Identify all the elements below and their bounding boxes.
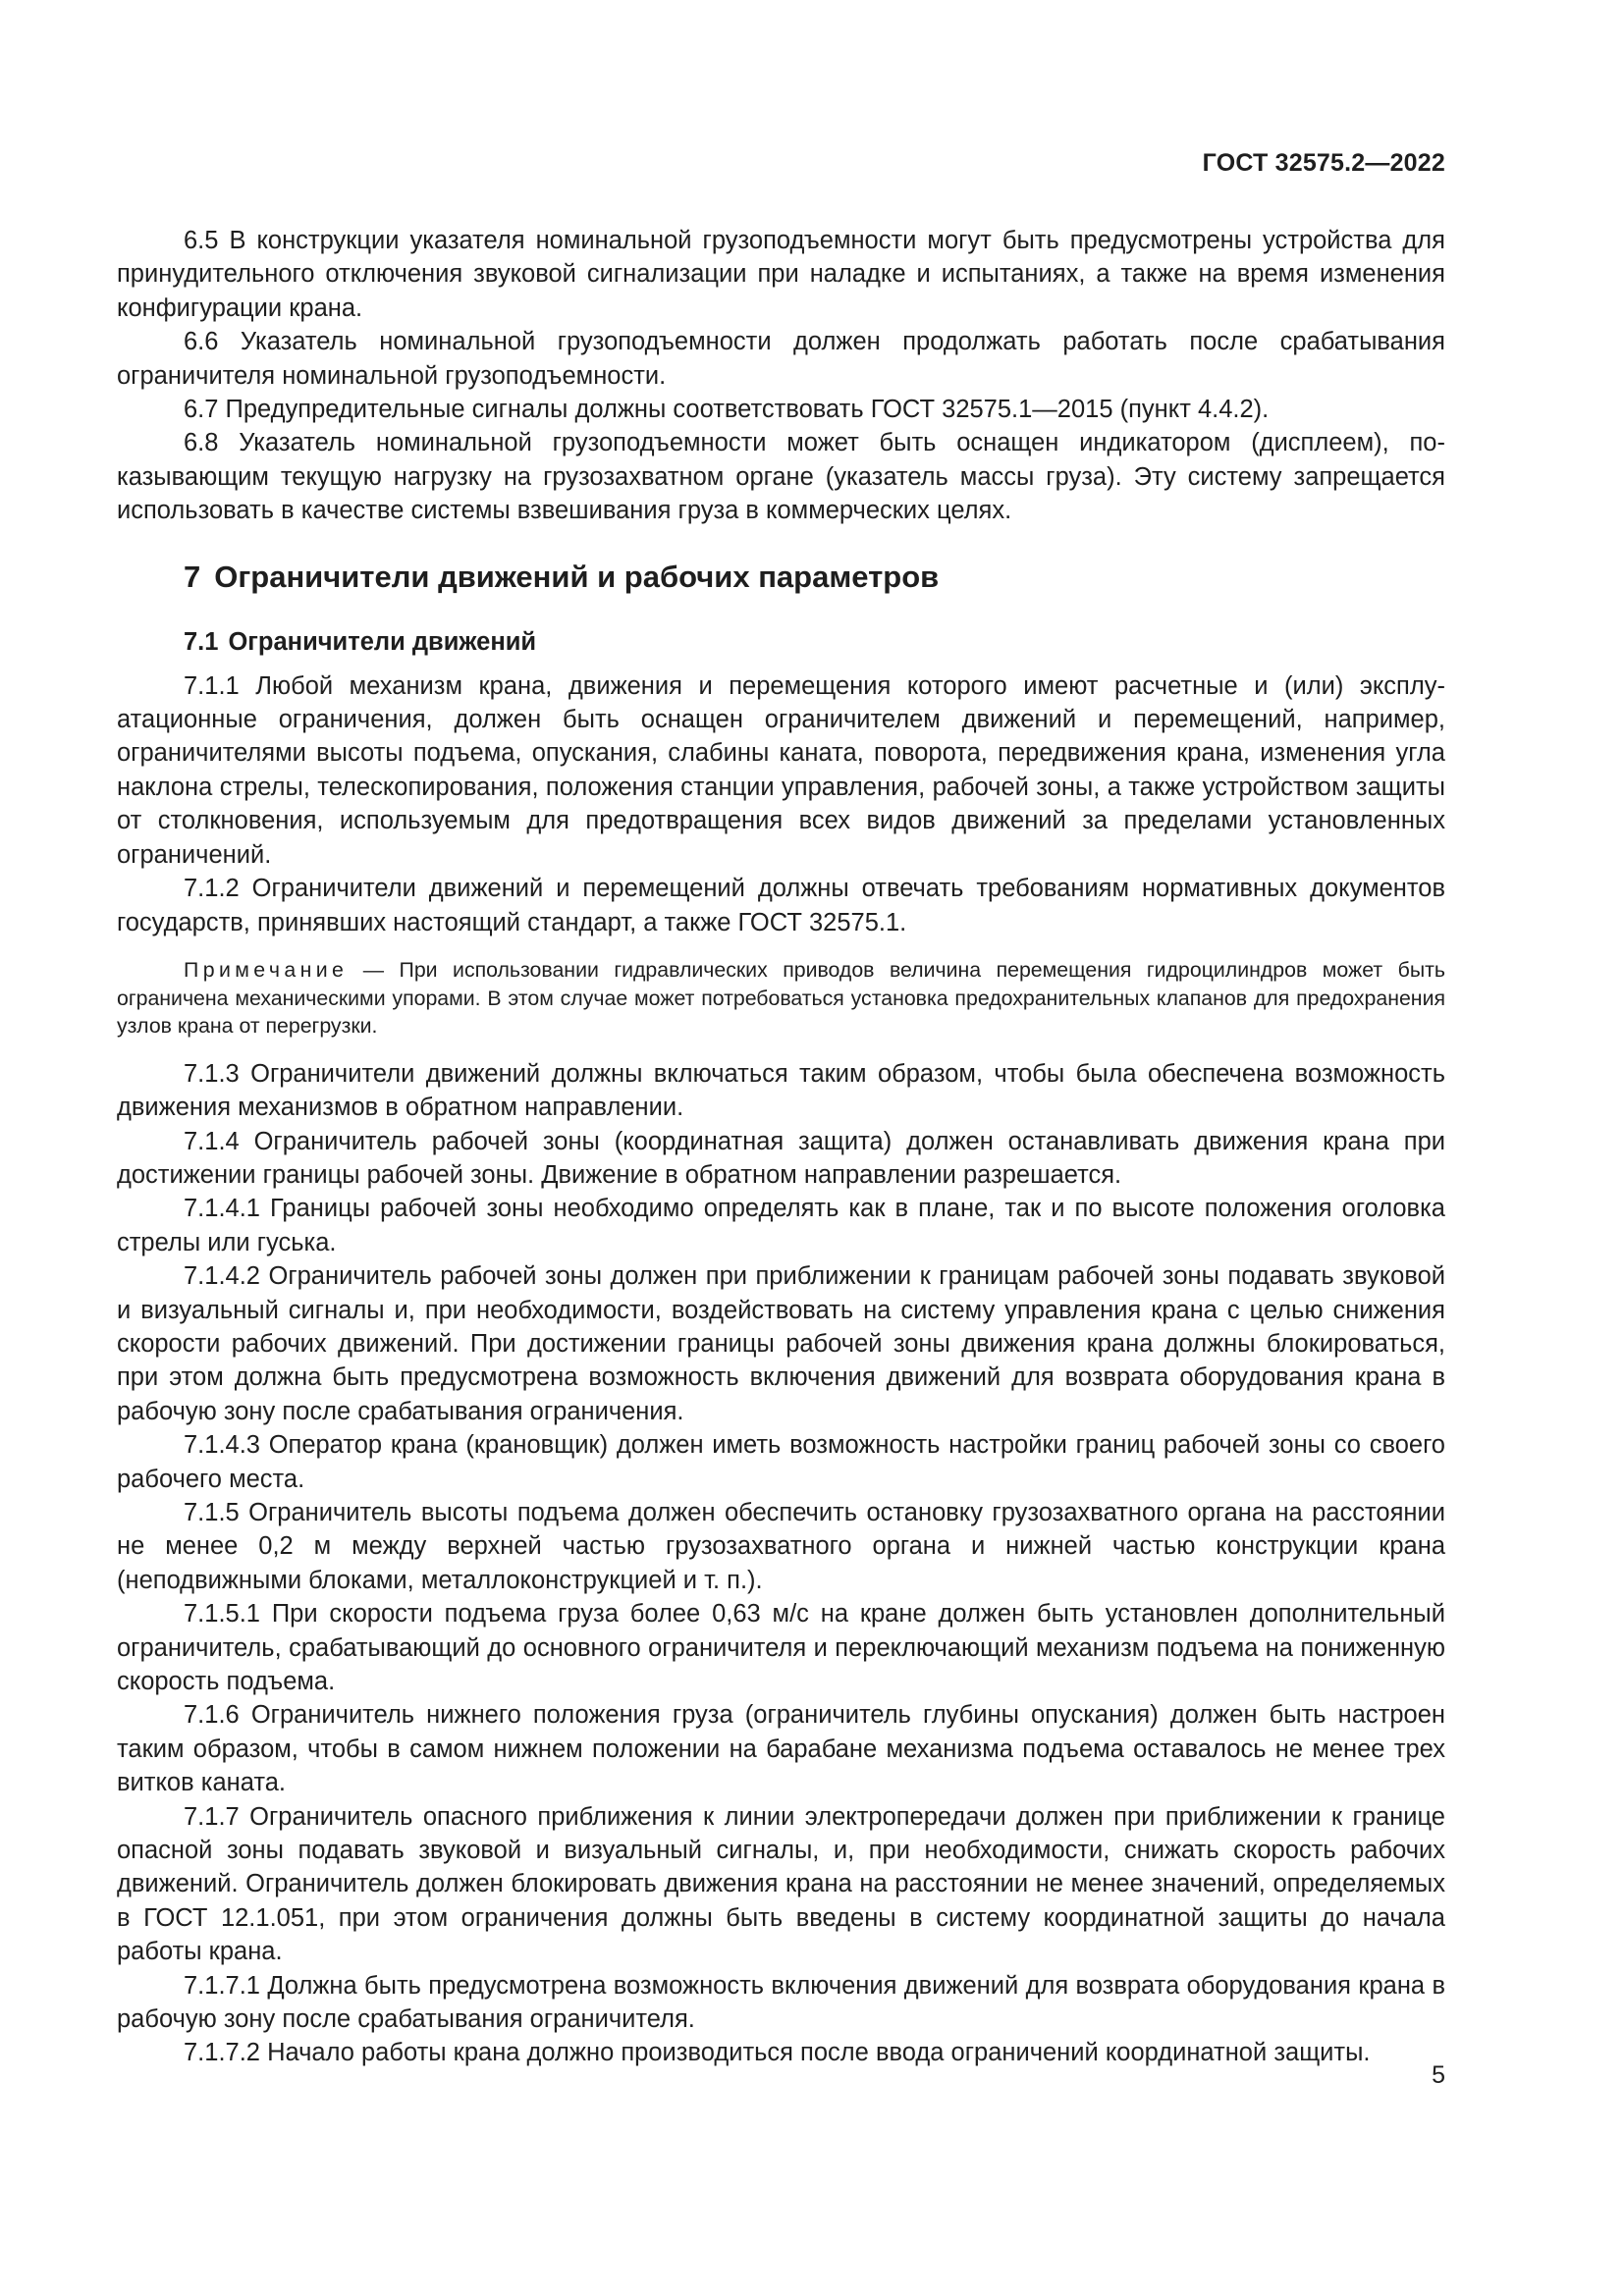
- document-header-id: ГОСТ 32575.2—2022: [1202, 149, 1445, 177]
- paragraph-7-1-3: 7.1.3 Ограничители движений должны включаться таким образом, чтобы была обеспечена возможность движения механизмов в обратном направлении.: [117, 1059, 1445, 1122]
- subsection-number: 7.1: [184, 627, 219, 656]
- section-title: Ограничители движений и рабочих параметров: [214, 559, 940, 594]
- paragraph-7-1-1: 7.1.1 Любой механизм крана, движения и перемещения которого имеют расчетные и (или) эксплуатационные ограничения, должен быть оснащен ограничителем движений и перемещений, например, ограничителями высоты подъема, опускания, слабины каната, поворота, передвижения крана, изменения угла наклона стрелы, телескопирования, положения станции управления, рабочей зоны, а также устройством защиты от столкновения, используемым для предотвращения всех видов движений за пределами установленных ограничений.: [117, 671, 1445, 869]
- section-number: 7: [184, 559, 201, 594]
- document-body: [117, 224, 1445, 2070]
- paragraph-6-8: 6.8 Указатель номинальной грузоподъемности может быть оснащен индикатором (дисплеем), показывающим текущую нагрузку на грузозахватном органе (указатель массы груза). Эту систему запрещается использовать в качестве системы взвешивания груза в коммерческих целях.: [117, 429, 1445, 525]
- paragraph-6-6: 6.6 Указатель номинальной грузоподъемности должен продолжать работать после срабатывания ограничителя номинальной грузоподъемности.: [117, 328, 1445, 390]
- page-number: 5: [1432, 2061, 1445, 2089]
- paragraph-6-5: 6.5 В конструкции указателя номинальной грузоподъемности могут быть предусмотрены устройства для принудительного отключения звуковой сигнализации при наладке и испытаниях, а также на время изменения конфигурации крана.: [117, 227, 1445, 322]
- paragraph-7-1-4-1: 7.1.4.1 Границы рабочей зоны необходимо определять как в плане, так и по высоте положения оголовка стрелы или гуська.: [117, 1195, 1445, 1256]
- paragraph-7-1-4: 7.1.4 Ограничитель рабочей зоны (координатная защита) должен останавливать движения крана при достижении границы рабочей зоны. Движение в обратном направлении разрешается.: [117, 1127, 1445, 1189]
- note: [117, 956, 1445, 1041]
- paragraph-7-1-6: 7.1.6 Ограничитель нижнего положения груза (ограничитель глубины опускания) должен быть настроен таким образом, чтобы в самом нижнем положении на барабане механизма подъема оставалось не менее трех витков каната.: [117, 1701, 1445, 1797]
- note-label: Примечание: [184, 957, 349, 982]
- paragraph-7-1-5: 7.1.5 Ограничитель высоты подъема должен обеспечить остановку грузозахватного органа на расстоянии не менее 0,2 м между верхней частью грузозахватного органа и нижней частью конструкции крана (неподвижными блоками, металлоконструкцией и т. п.).: [117, 1498, 1445, 1594]
- paragraph-7-1-4-3: 7.1.4.3 Оператор крана (крановщик) должен иметь возможность настройки границ рабочей зоны со своего рабочего места.: [117, 1431, 1445, 1493]
- paragraph-7-1-7-2: 7.1.7.2 Начало работы крана должно производиться после ввода ограничений координатной защиты.: [184, 2039, 1371, 2067]
- paragraph-7-1-7-1: 7.1.7.1 Должна быть предусмотрена возможность включения движений для возврата оборудования крана в рабочую зону после срабатывания ограничителя.: [117, 1971, 1445, 2034]
- section-heading-7: [117, 558, 1445, 597]
- note-text: — При использовании гидравлических приводов величина перемещения гидроцилиндров может быть ограничена механическими упорами. В этом случае может потребоваться установка предохранительных клапанов для предохранения узлов крана от перегрузки.: [117, 957, 1445, 1039]
- subsection-title: Ограничители движений: [228, 627, 537, 656]
- paragraph-6-7: 6.7 Предупредительные сигналы должны соответствовать ГОСТ 32575.1—2015 (пункт 4.4.2).: [184, 396, 1270, 424]
- paragraph-7-1-4-2: 7.1.4.2 Ограничитель рабочей зоны должен при приближении к границам рабочей зоны подавать звуковой и визуальный сигналы и, при необходимости, воздействовать на систему управления крана с целью снижения скорости рабочих движений. При достижении границы рабочей зоны движения крана должны блокироваться, при этом должна быть предусмотрена возможность включения движений для возврата оборудования крана в рабочую зону после срабатывания ограничения.: [117, 1262, 1445, 1425]
- paragraph-7-1-2: 7.1.2 Ограничители движений и перемещений должны отвечать требованиям нормативных документов государств, принявших настоящий стандарт, а также ГОСТ 32575.1.: [117, 875, 1445, 936]
- paragraph-7-1-5-1: 7.1.5.1 При скорости подъема груза более 0,63 м/с на кране должен быть установлен дополнительный ограничитель, срабатывающий до основного ограничителя и переключающий механизм подъема на пониженную скорость подъема.: [117, 1600, 1445, 1695]
- paragraph-7-1-7: 7.1.7 Ограничитель опасного приближения к линии электропередачи должен при приближении к границе опасной зоны подавать звуковой и визуальный сигналы, и, при необходимости, снижать скорость рабочих движений. Ограничитель должен блокировать движения крана на расстоянии не менее значений, определяемых в ГОСТ 12.1.051, при этом ограничения должны быть введены в систему координатной защиты до начала работы крана.: [117, 1802, 1445, 1966]
- subsection-heading-7-1: [117, 624, 1445, 660]
